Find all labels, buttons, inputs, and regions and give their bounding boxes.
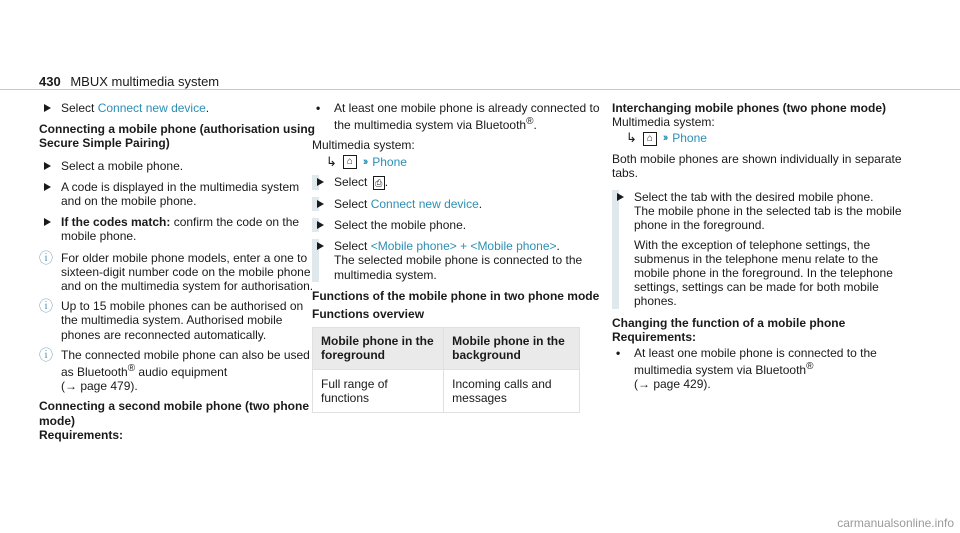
step-arrow-icon [317, 242, 324, 250]
step-select-connect: Select Connect new device. [39, 101, 321, 115]
menu-path-arrow-icon: ↳ [326, 153, 337, 169]
table-cell: Incoming calls and messages [444, 369, 580, 412]
info-icon: ⓘ [39, 298, 53, 315]
header-divider [0, 89, 960, 90]
step-select-icon: Select ⎙ . [312, 175, 602, 190]
table-cell: Full range of functions [313, 369, 444, 412]
connect-new-device-link[interactable]: Connect new device [97, 101, 206, 115]
table-header: Mobile phone in the background [444, 328, 580, 369]
step-connect-new-device: Select Connect new device. [312, 197, 602, 211]
menu-path-arrow-icon: ↳ [626, 130, 637, 146]
column-right [612, 101, 902, 398]
requirements-label: Requirements: [39, 427, 124, 442]
step-codes-match: If the codes match: confirm the code on the mobile phone. [39, 215, 321, 243]
home-icon[interactable]: ⌂ [643, 132, 657, 146]
nav-phone[interactable]: Phone [672, 131, 707, 146]
note-older-models: ⓘ For older mobile phone models, enter a one to sixteen-digit number code on the mobile phone and on the multimedia system for authorisation. [39, 249, 314, 294]
step-select-phone: Select a mobile phone. [39, 159, 321, 173]
requirement-bullet: • At least one mobile phone is connected to the multimedia system via Bluetooth® (→ page 429). [616, 346, 877, 392]
nav-path [612, 131, 902, 145]
home-icon[interactable]: ⌂ [343, 155, 357, 169]
bullet-icon: • [616, 346, 621, 361]
heading-second-phone: Connecting a second mobile phone (two phone mode) [39, 399, 309, 428]
step-arrow-icon [317, 200, 324, 208]
heading-changing: Changing the function of a mobile phone [612, 315, 846, 330]
table-row [313, 369, 580, 412]
table-header: Mobile phone in the foreground [313, 328, 444, 369]
connect-new-device-link[interactable]: Connect new device [370, 196, 479, 211]
functions-table [312, 327, 580, 413]
page-header [39, 74, 219, 89]
chevron-right-icon: ›› [362, 155, 367, 168]
heading-functions: Functions of the mobile phone in two phone mode [312, 288, 600, 303]
step-select-mobile: Select the mobile phone. [312, 218, 602, 232]
step-arrow-icon [44, 104, 51, 112]
step-tab-exception: With the exception of telephone settings, the submenus in the telephone menu relate to the mobile phone in the foreground. In the telephone settings, settings can be made for both mobile phones. [634, 237, 893, 309]
page-ref-429[interactable]: (→ page 429). [634, 377, 711, 392]
chevron-right-icon: ›› [662, 132, 667, 145]
step-arrow-icon [317, 221, 324, 229]
step-select-pair: Select <Mobile phone> + <Mobile phone>. The selected mobile phone is connected to the multimedia system. [312, 239, 602, 282]
multimedia-system-label: Multimedia system: [312, 138, 415, 153]
note-audio: ⓘ The connected mobile phone can also be used as Bluetooth® audio equipment (→ page 479). [39, 346, 310, 394]
step-arrow-icon [44, 162, 51, 170]
mobile-phone-pair-link[interactable]: <Mobile phone> + <Mobile phone> [370, 239, 557, 254]
requirement-bullet: • At least one mobile phone is already connected to the multimedia system via Bluetooth®. [316, 101, 600, 133]
phone-connect-icon[interactable]: ⎙ [373, 176, 385, 190]
heading-overview: Functions overview [312, 307, 425, 322]
heading-ssp: Connecting a mobile phone (authorisation using Secure Simple Pairing) [39, 122, 315, 151]
step-arrow-icon [44, 183, 51, 191]
both-tabs-text: Both mobile phones are shown individually in separate tabs. [612, 151, 902, 180]
step-arrow-icon [44, 218, 51, 226]
nav-phone[interactable]: Phone [372, 154, 407, 169]
note-fifteen-phones: ⓘ Up to 15 mobile phones can be authorised on the multimedia system. Authorised mobile phones are reconnected automatically. [39, 298, 304, 342]
column-left [39, 101, 321, 442]
page-number: 430 [39, 74, 61, 89]
multimedia-system-label: Multimedia system: [612, 115, 715, 130]
step-arrow-icon [617, 193, 624, 201]
nav-path [312, 155, 602, 169]
requirements-label: Requirements: [612, 329, 697, 344]
info-icon: ⓘ [39, 249, 53, 266]
column-middle [312, 101, 602, 413]
info-icon: ⓘ [39, 346, 53, 363]
page-title: MBUX multimedia system [70, 74, 220, 89]
step-code-displayed: A code is displayed in the multimedia system and on the mobile phone. [39, 180, 321, 208]
step-select-tab: Select the tab with the desired mobile phone. The mobile phone in the selected tab is the mobile phone in the foreground. With the exception of telephone settings, the submenus in the telephone menu relate to the mobile phone in the foreground. In the telephone settings, settings can be made for both mobile phones. [612, 190, 902, 309]
bullet-icon: • [316, 101, 321, 115]
step-arrow-icon [317, 178, 324, 186]
watermark: carmanualsonline.info [837, 516, 954, 530]
heading-interchanging: Interchanging mobile phones (two phone mode) [612, 101, 886, 115]
page-ref-479[interactable]: (→ page 479). [61, 379, 138, 394]
